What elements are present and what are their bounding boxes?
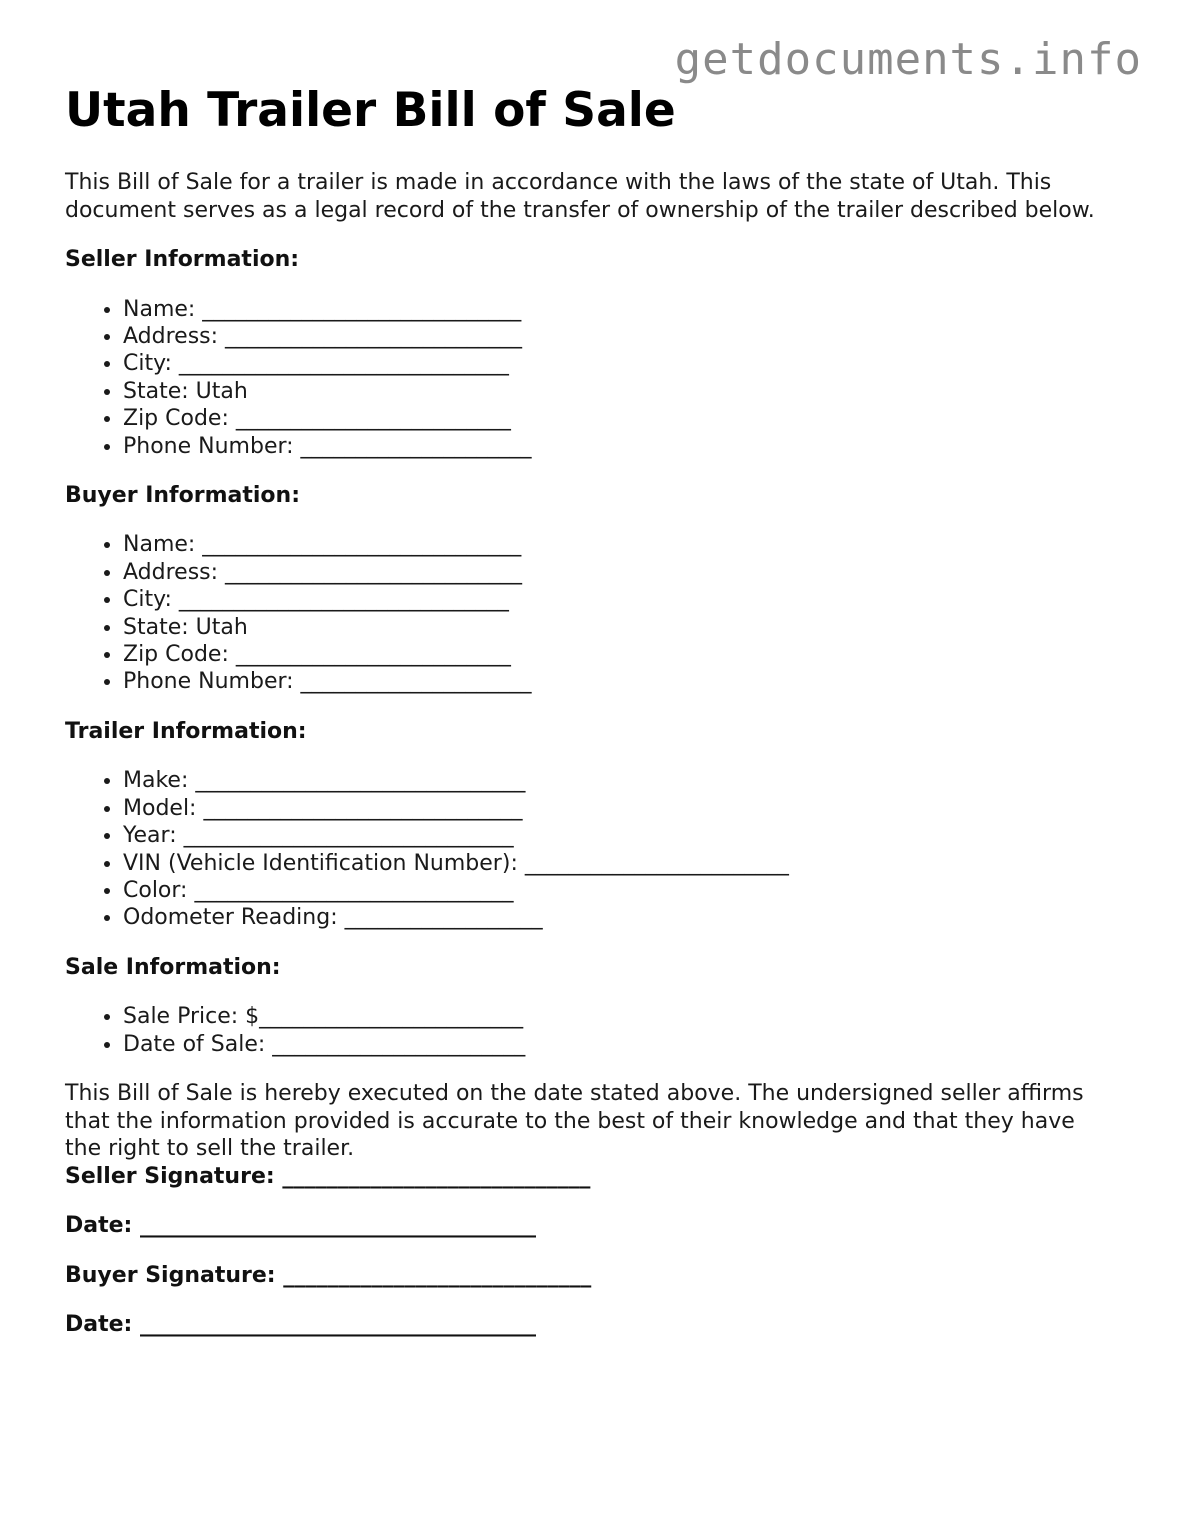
trailer-year-field: • Year: ______________________________	[123, 822, 1115, 849]
sale-section-heading: Sale Information:	[65, 954, 281, 980]
buyer-address-field: • Address: ___________________________	[123, 559, 1115, 586]
buyer-name-field: • Name: _____________________________	[123, 531, 1115, 558]
sale-price-field: • Sale Price: $________________________	[123, 1003, 1115, 1030]
seller-name-field: • Name: _____________________________	[123, 296, 1115, 323]
trailer-odometer-field: • Odometer Reading: __________________	[123, 904, 1115, 931]
buyer-phone-field: • Phone Number: _____________________	[123, 668, 1115, 695]
buyer-date-line: Date: ____________________________________	[65, 1312, 537, 1338]
sale-fields-list	[65, 1003, 1115, 1058]
watermark: getdocuments.info	[674, 34, 1142, 85]
seller-date-line: Date: ____________________________________	[65, 1213, 537, 1239]
trailer-make-field: • Make: ______________________________	[123, 767, 1115, 794]
seller-state-field: • State: Utah	[123, 378, 1115, 405]
buyer-city-field: • City: ______________________________	[123, 586, 1115, 613]
seller-section-heading: Seller Information:	[65, 247, 300, 272]
buyer-signature-line: Buyer Signature: ____________________________	[65, 1262, 592, 1288]
document-page	[65, 82, 1115, 1361]
buyer-state-field: • State: Utah	[123, 614, 1115, 641]
trailer-section-heading: Trailer Information:	[65, 718, 307, 744]
seller-address-field: • Address: ___________________________	[123, 323, 1115, 350]
buyer-section-heading: Buyer Information:	[65, 482, 300, 508]
buyer-zip-field: • Zip Code: _________________________	[123, 641, 1115, 668]
document-title: Utah Trailer Bill of Sale	[65, 83, 676, 138]
closing-paragraph: This Bill of Sale is hereby executed on the date stated above. The undersigned seller affirms that the information provided is accurate to the best of their knowledge and that they have the right to sell the trailer.	[65, 1081, 1084, 1162]
trailer-color-field: • Color: _____________________________	[123, 877, 1115, 904]
trailer-model-field: • Model: _____________________________	[123, 795, 1115, 822]
buyer-fields-list	[65, 531, 1115, 695]
seller-signature-line: Seller Signature: ____________________________	[65, 1163, 591, 1189]
sale-date-field: • Date of Sale: _______________________	[123, 1031, 1115, 1058]
seller-city-field: • City: ______________________________	[123, 350, 1115, 377]
seller-fields-list	[65, 296, 1115, 460]
intro-paragraph: This Bill of Sale for a trailer is made in accordance with the laws of the state of Utah. This document serves as a legal record of the transfer of ownership of the trailer described below.	[65, 170, 1095, 223]
seller-phone-field: • Phone Number: _____________________	[123, 433, 1115, 460]
trailer-fields-list	[65, 767, 1115, 931]
seller-zip-field: • Zip Code: _________________________	[123, 405, 1115, 432]
trailer-vin-field: • VIN (Vehicle Identification Number): ________________________	[123, 850, 1115, 877]
